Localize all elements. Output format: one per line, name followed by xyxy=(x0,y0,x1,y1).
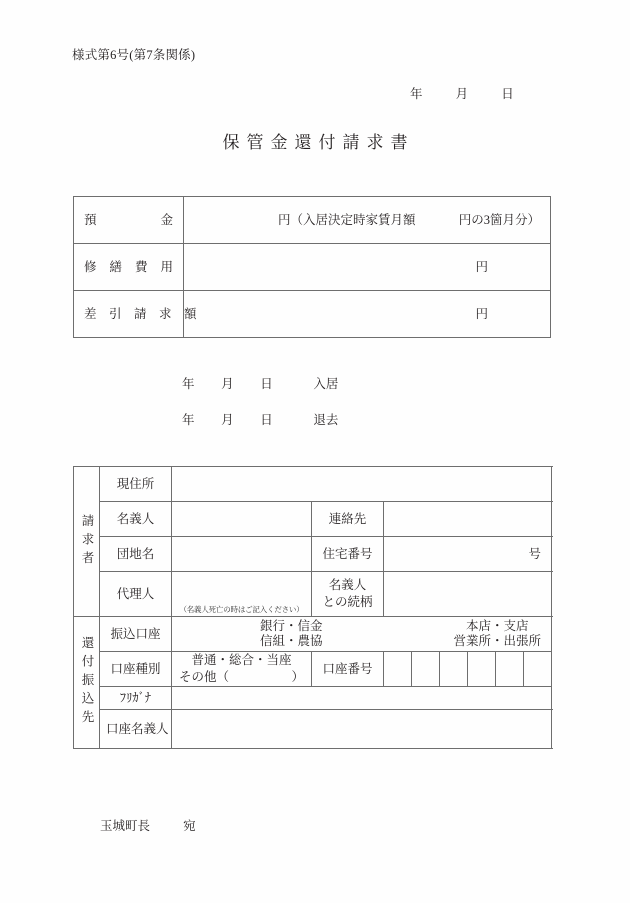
net-claim-label xyxy=(74,291,197,338)
move-in-date-line xyxy=(182,374,338,392)
branch-kind-text xyxy=(453,619,541,649)
transfer-section-label: 還付振込先 xyxy=(74,617,100,749)
table-row xyxy=(74,710,552,749)
complex-name-field[interactable] xyxy=(172,537,312,572)
deposit-value-prefix: 円（入居決定時家賃月額 xyxy=(278,212,416,227)
account-number-box[interactable] xyxy=(496,652,524,687)
current-address-label: 現住所 xyxy=(100,467,172,502)
repair-cost-label-text: 修 繕 費 用 xyxy=(84,259,173,274)
house-number-field[interactable]: 号 xyxy=(384,537,552,572)
contact-field[interactable] xyxy=(384,502,552,537)
net-claim-value-cell[interactable]: 円 xyxy=(184,291,551,338)
table-row xyxy=(74,652,552,687)
move-out-year: 年 xyxy=(182,413,195,427)
relation-to-holder-label-line1: 名義人 xyxy=(328,578,367,593)
account-number-box[interactable] xyxy=(412,652,440,687)
repair-cost-label xyxy=(74,244,184,291)
bank-kind-text xyxy=(260,619,323,649)
repair-cost-value-cell[interactable]: 円 xyxy=(184,244,551,291)
branch-kind-line2: 営業所・出張所 xyxy=(453,634,541,648)
account-number-label: 口座番号 xyxy=(312,652,384,687)
table-row xyxy=(74,537,552,572)
table-row xyxy=(74,617,552,652)
net-claim-label-text: 差 引 請 求 額 xyxy=(84,306,197,321)
table-row xyxy=(74,572,552,617)
addressee-line xyxy=(100,816,196,834)
move-out-event-label: 退去 xyxy=(313,413,339,427)
table-row xyxy=(74,197,551,244)
account-number-box[interactable] xyxy=(440,652,468,687)
holder-name-label: 名義人 xyxy=(100,502,172,537)
account-number-box[interactable] xyxy=(384,652,412,687)
relation-to-holder-label-line2: との続柄 xyxy=(322,595,373,609)
furigana-field[interactable] xyxy=(172,687,552,710)
move-out-day: 日 xyxy=(260,413,273,427)
transfer-bank-field[interactable] xyxy=(172,617,552,652)
move-out-month: 月 xyxy=(221,413,234,427)
header-date-month: 月 xyxy=(455,87,469,101)
account-holder-label: 口座名義人 xyxy=(100,710,172,749)
claimant-section-label: 請求者 xyxy=(74,467,100,617)
account-type-label: 口座種別 xyxy=(100,652,172,687)
amount-table xyxy=(73,196,551,338)
holder-name-field[interactable] xyxy=(172,502,312,537)
house-number-label: 住宅番号 xyxy=(312,537,384,572)
agent-field[interactable] xyxy=(172,572,312,617)
move-in-year: 年 xyxy=(182,377,195,391)
contact-label: 連絡先 xyxy=(312,502,384,537)
deposit-label xyxy=(74,197,184,244)
relation-to-holder-field[interactable] xyxy=(384,572,552,617)
complex-name-label: 団地名 xyxy=(100,537,172,572)
table-row xyxy=(74,687,552,710)
relation-to-holder-label xyxy=(312,572,384,617)
page-title: 保管金還付請求書 xyxy=(222,133,415,152)
table-row xyxy=(74,244,551,291)
header-date-day: 日 xyxy=(501,87,514,101)
agent-note: （名義人死亡の時はご記入ください） xyxy=(179,604,304,614)
addressee-honorific: 宛 xyxy=(183,819,196,833)
account-type-line1: 普通・総合・当座 xyxy=(191,653,292,668)
branch-kind-line1: 本店・支店 xyxy=(465,619,529,633)
bank-kind-line1: 銀行・信金 xyxy=(260,619,323,633)
move-in-event-label: 入居 xyxy=(313,377,339,391)
header-date-year: 年 xyxy=(410,87,423,101)
claimant-and-transfer-table xyxy=(73,466,552,749)
table-row xyxy=(74,467,552,502)
account-type-line2: その他（ ） xyxy=(178,670,304,684)
bank-kind-line2: 信組・農協 xyxy=(260,634,323,648)
current-address-field[interactable] xyxy=(172,467,552,502)
move-out-date-line xyxy=(182,410,338,428)
account-type-field[interactable] xyxy=(172,652,312,687)
deposit-label-text: 預 金 xyxy=(84,212,173,227)
table-row xyxy=(74,502,552,537)
form-code: 様式第6号(第7条関係) xyxy=(72,48,196,62)
account-number-box[interactable] xyxy=(468,652,496,687)
agent-label: 代理人 xyxy=(100,572,172,617)
table-row xyxy=(74,291,551,338)
deposit-value-suffix: 円の3箇月分） xyxy=(458,212,540,227)
deposit-value-cell[interactable] xyxy=(184,197,551,244)
move-in-month: 月 xyxy=(221,377,234,391)
header-date-line xyxy=(410,84,514,102)
transfer-account-label: 振込口座 xyxy=(100,617,172,652)
account-number-box[interactable] xyxy=(524,652,552,687)
account-holder-field[interactable] xyxy=(172,710,552,749)
move-in-day: 日 xyxy=(260,377,273,391)
furigana-label: ﾌﾘｶﾞﾅ xyxy=(100,687,172,710)
addressee-name: 玉城町長 xyxy=(100,819,151,833)
